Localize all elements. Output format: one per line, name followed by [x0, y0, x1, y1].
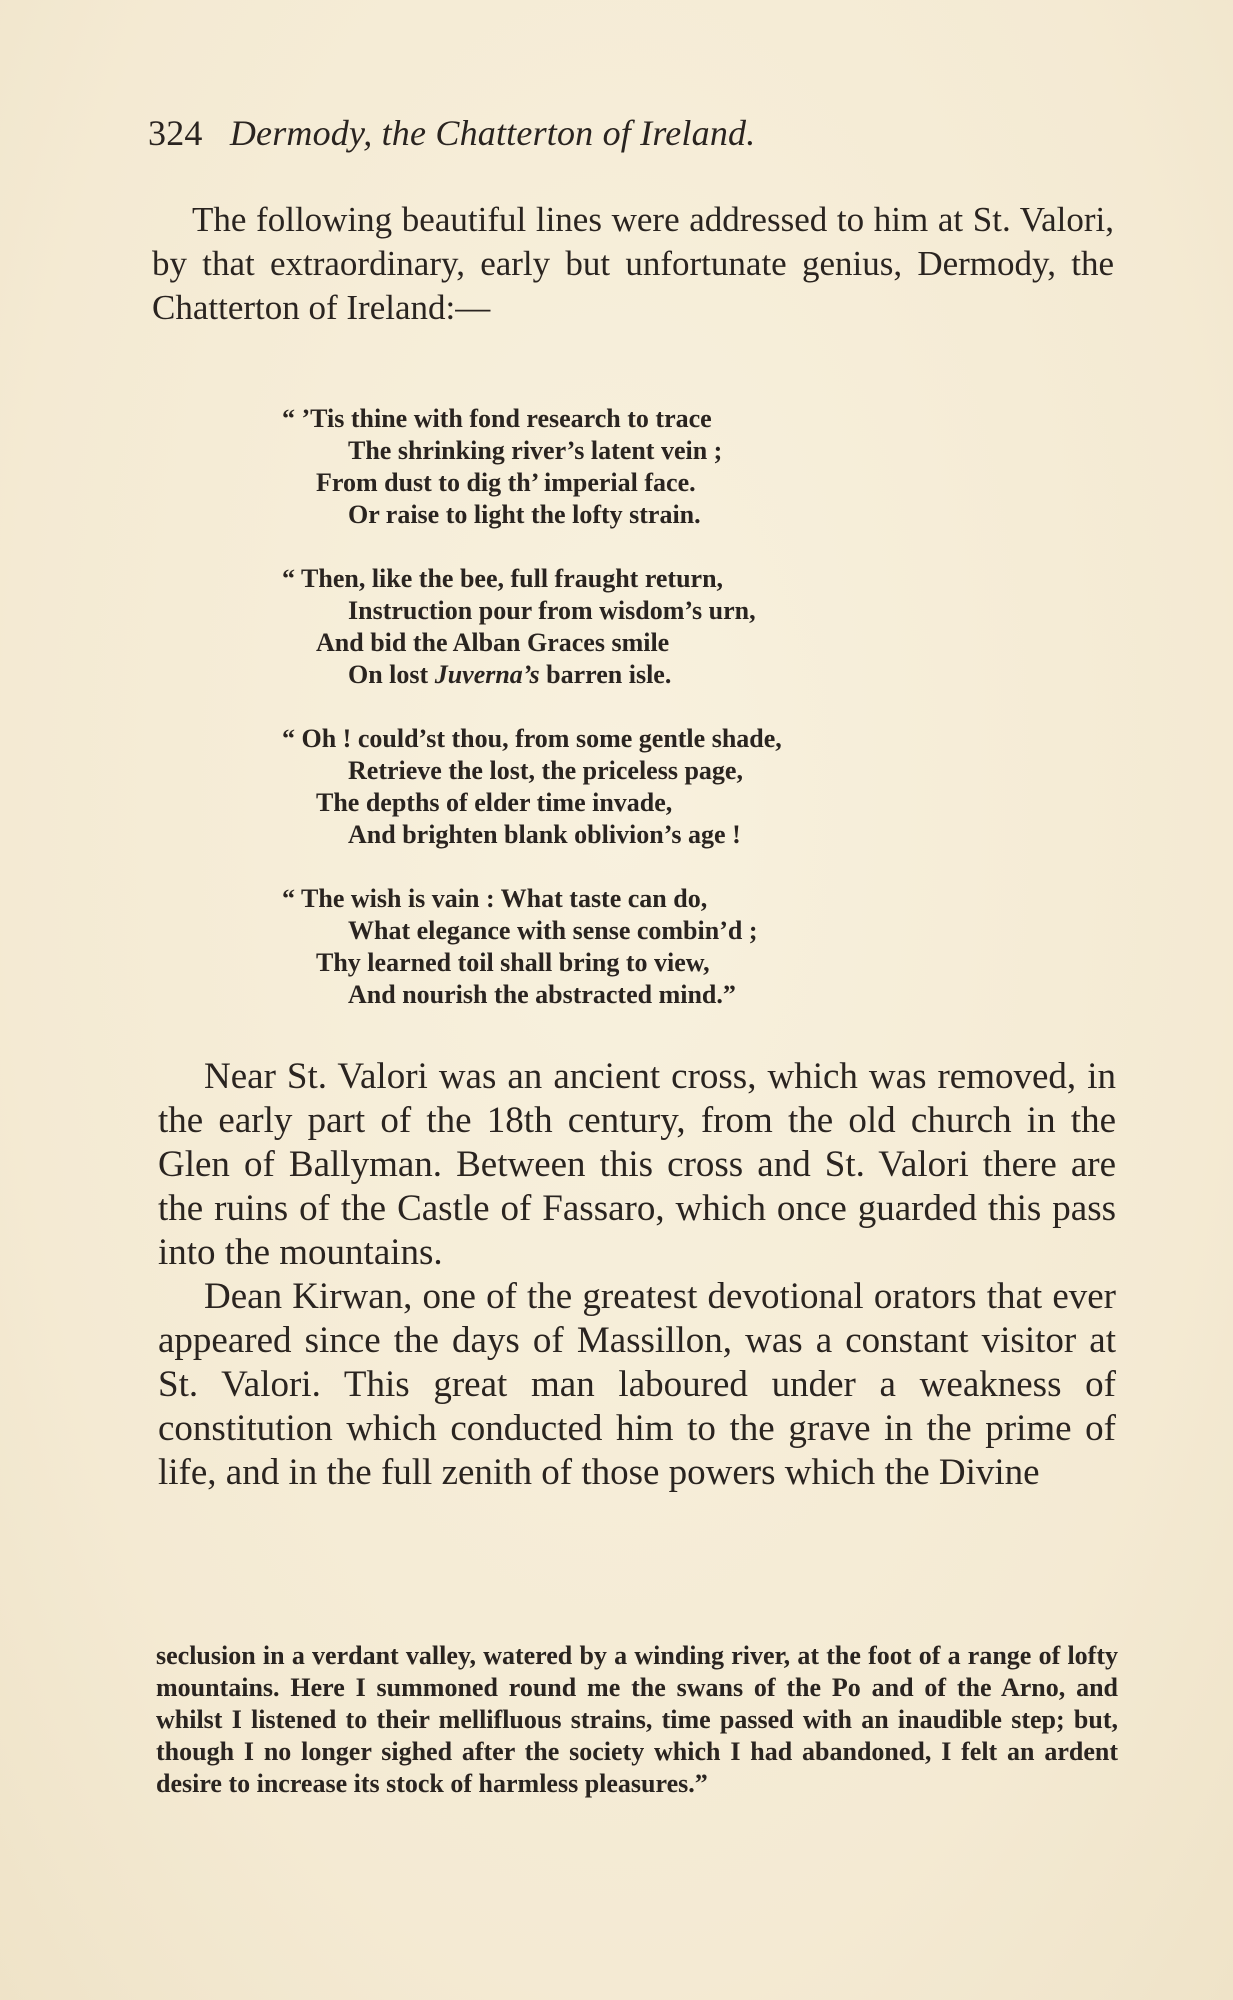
poem-stanza-1	[282, 403, 982, 531]
page-number: 324	[148, 113, 203, 153]
poem-text: barren isle.	[539, 660, 672, 689]
body-text	[158, 1055, 1116, 1495]
running-header	[148, 112, 755, 154]
poem-line: And nourish the abstracted mind.”	[348, 980, 736, 1009]
footnote: seclusion in a verdant valley, watered by a winding river, at the foot of a range of lofty mountains. Here I summoned round me the swans of the Po and of the Arno, and whilst I listened to their mellifluous strains, time passed with an inaudible step; but, though I no longer sighed after the society which I had abandoned, I felt an ardent desire to increase its stock of harmless pleasures.”	[156, 1641, 1118, 1798]
poem-line: What elegance with sense combin’d ;	[348, 916, 758, 945]
poem-line: The depths of elder time invade,	[316, 788, 673, 817]
poem-line: “ Then, like the bee, full fraught return,	[282, 564, 724, 593]
poem-line: Thy learned toil shall bring to view,	[316, 948, 710, 977]
body-paragraph-2: Dean Kirwan, one of the greatest devotional orators that ever appeared since the days of Massillon, was a constant visitor at St. Valori. This great man laboured under a weakness of constitution which conducted him to the grave in the prime of life, and in the full zenith of those powers which the Divine	[158, 1276, 1116, 1493]
poem-line: And bid the Alban Graces smile	[316, 628, 670, 657]
poem-stanza-2	[282, 563, 982, 691]
poem-line: Retrieve the lost, the priceless page,	[348, 756, 743, 785]
poem-line: Instruction pour from wisdom’s urn,	[348, 596, 756, 625]
intro-paragraph: The following beautiful lines were addressed to him at St. Valori, by that extraordinary, early but unfortunate genius, Dermody, the Chatterton of Ireland:—	[152, 200, 1114, 327]
poem-line: Or raise to light the lofty strain.	[348, 500, 701, 529]
body-paragraph-1: Near St. Valori was an ancient cross, which was removed, in the early part of the 18th century, from the old church in the Glen of Ballyman. Between this cross and St. Valori there are the ruins of the Castle of Fassaro, which once guarded this pass into the mountains.	[158, 1056, 1116, 1273]
poem-text: On lost	[348, 660, 435, 689]
poem-stanza-4	[282, 883, 982, 1011]
poem-line: From dust to dig th’ imperial face.	[316, 468, 696, 497]
poem-line: “ Oh ! could’st thou, from some gentle shade,	[282, 724, 782, 753]
poem-line: “ ’Tis thine with fond research to trace	[282, 404, 712, 433]
poem-line: The shrinking river’s latent vein ;	[348, 436, 723, 465]
poem-line	[282, 659, 982, 691]
poem-stanza-3	[282, 723, 982, 851]
poem-text-italic: Juverna’s	[434, 660, 540, 689]
poem	[282, 403, 982, 1043]
poem-line: And brighten blank oblivion’s age !	[348, 820, 741, 849]
running-title: Dermody, the Chatterton of Ireland.	[229, 113, 756, 153]
poem-line: “ The wish is vain : What taste can do,	[282, 884, 708, 913]
